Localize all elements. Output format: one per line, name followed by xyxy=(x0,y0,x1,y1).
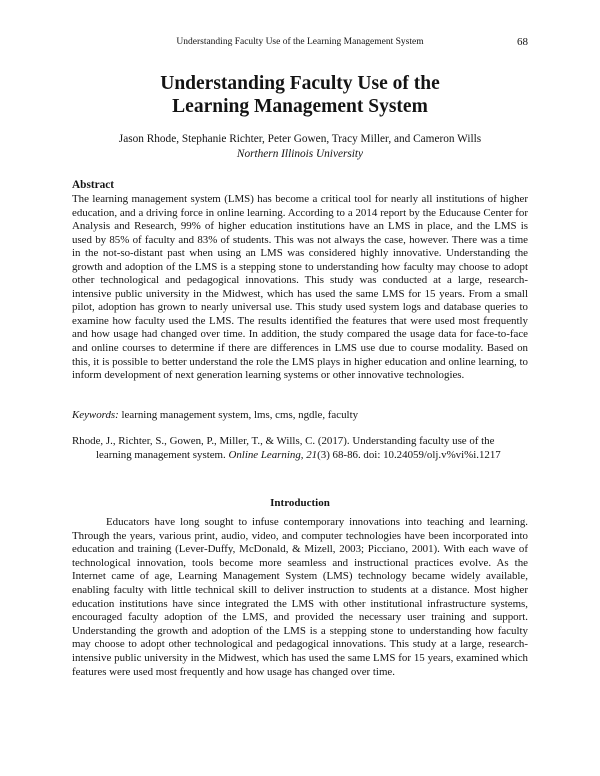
abstract-body: The learning management system (LMS) has become a critical tool for nearly all institutions of higher education, and a driving force in online learning. According to a 2014 report by the Educause Center for Analysis and Research, 99% of higher education institutions have an LMS in place, and the LMS is used by 85% of faculty and 83% of students. This was not always the case, however. There was a time in the not-so-distant past when using an LMS was considered highly innovative. Understanding the growth and adoption of the LMS is a stepping stone to understanding how faculty may choose to adopt other technological and pedagogical innovations. This study was conducted at a large, research-intensive public university in the Midwest, which has used the same LMS for 15 years. From a small pilot, adoption has grown to nearly universal use. This study used system logs and database queries to examine how faculty used the LMS. The results identified the features that were used most frequently and how usage had changed over time. In addition, the study compared the usage data for face-to-face and online courses to determine if there are differences in LMS use due to course modality. Based on this, it is possible to better understand the role the LMS plays in higher education and online learning, to inform development of next generation learning systems or other innovative technologies. xyxy=(72,193,528,382)
citation-authors: Rhode, J., Richter, S., Gowen, P., Miller, T., & Wills, C. (2017). Understanding faculty use of the learning management system. xyxy=(72,435,495,461)
introduction-body: Educators have long sought to infuse contemporary innovations into teaching and learning. Through the years, various print, audio, video, and computer technologies have been incorporated into education and training (Lever-Duffy, McDonald, & Mizell, 2003; Picciano, 2001). With each wave of technological innovation, tools become more seamless and instructional practices evolve. As the Internet came of age, Learning Management System (LMS) technology became widely available, enabling faculty with little technical skill to deliver instruction to students at a distance. Most higher education institutions have since integrated the LMS with other institutional infrastructure systems, encouraged faculty adoption of the LMS, and provided the necessary user training and support. Understanding the growth and adoption of the LMS is a stepping stone to understanding how faculty may choose to adopt other technological and pedagogical innovations. This study at a large, research-intensive public university in the Midwest, which has used the same LMS for 15 years, examined which features were used most frequently and how usage has changed over time. xyxy=(72,516,528,678)
paper-title-line-2: Learning Management System xyxy=(172,96,428,117)
introduction-heading: Introduction xyxy=(270,497,330,509)
author-block xyxy=(60,132,540,162)
keywords-line xyxy=(72,409,528,421)
citation-journal: Online Learning, 21 xyxy=(228,448,318,461)
abstract-heading: Abstract xyxy=(72,179,115,191)
citation-details: (3) 68-86. doi: 10.24059/olj.v%vi%i.1217 xyxy=(317,448,501,461)
paper-title-line-1: Understanding Faculty Use of the xyxy=(160,73,440,94)
citation xyxy=(72,435,528,462)
paper-title xyxy=(60,72,540,118)
author-list: Jason Rhode, Stephanie Richter, Peter Gowen, Tracy Miller, and Cameron Wills xyxy=(118,133,482,145)
page-number: 68 xyxy=(517,36,528,48)
affiliation: Northern Illinois University xyxy=(236,148,364,160)
running-title: Understanding Faculty Use of the Learning Management System xyxy=(176,37,424,47)
keywords-label: Keywords: xyxy=(72,409,119,421)
keywords-values: learning management system, lms, cms, ngdle, faculty xyxy=(121,409,359,421)
